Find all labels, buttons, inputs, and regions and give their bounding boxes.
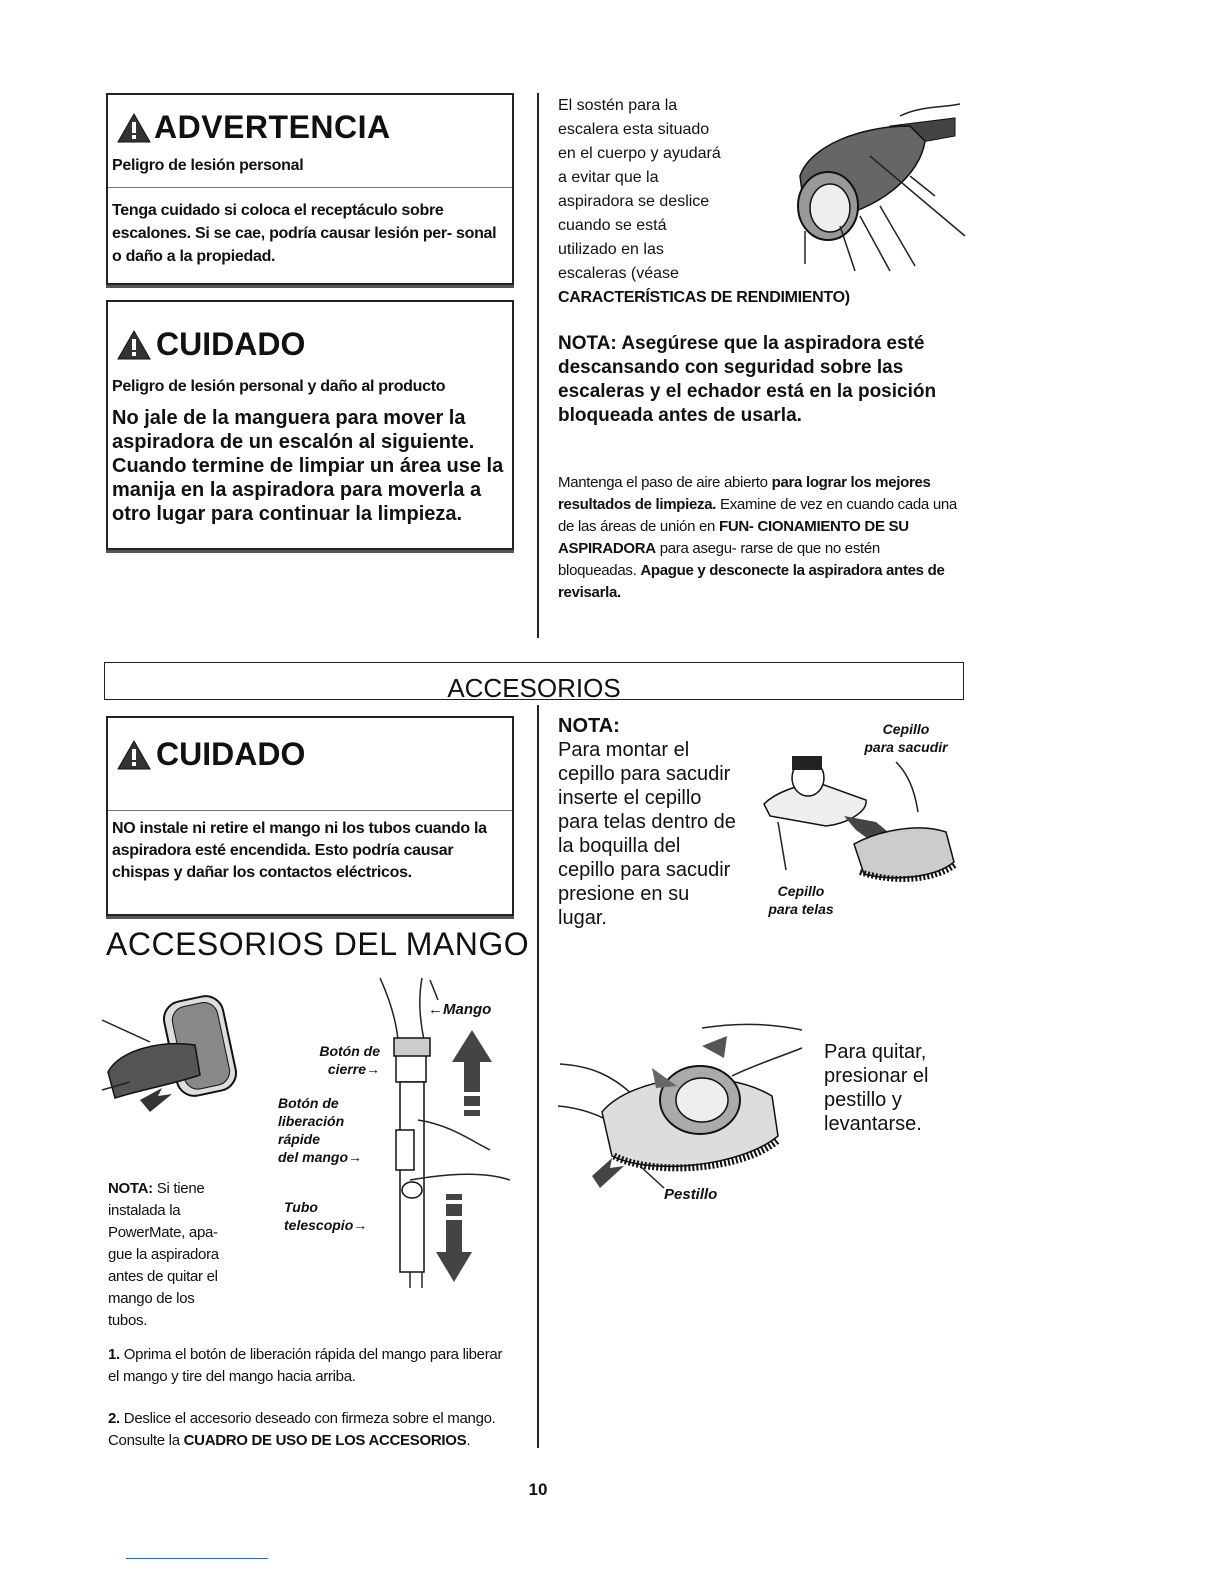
airflow-bold: FUN- CIONAMIENTO DE SU ASPIRADORA	[558, 518, 909, 557]
powermate-line: gue la aspiradora	[108, 1246, 219, 1263]
brush-note	[558, 714, 736, 930]
label-line: rápide	[278, 1131, 321, 1147]
cuidado-box-2	[106, 716, 514, 916]
brush-line: cepillo para sacudir	[558, 763, 731, 785]
stairs-line: en el cuerpo y ayudará	[558, 145, 721, 162]
airflow-text: para asegu- rarse de que no estén bloqueadas.	[558, 540, 880, 579]
powermate-line: Si tiene	[156, 1180, 205, 1197]
powermate-line: PowerMate, apa-	[108, 1224, 218, 1241]
cuidado-box-1	[106, 300, 514, 550]
step-number: 1.	[108, 1346, 120, 1363]
label-line: telescopio	[284, 1217, 354, 1233]
stairs-line: a evitar que la	[558, 169, 659, 186]
label-line: para telas	[768, 901, 834, 917]
arrow-right-icon: →	[353, 1217, 368, 1233]
stairs-line: utilizado en las	[558, 241, 664, 258]
label-line-with-arrow	[278, 1148, 362, 1166]
step-number: 2.	[108, 1410, 120, 1427]
arrow-right-icon: →	[366, 1061, 380, 1077]
stairs-line: El sostén para la	[558, 97, 678, 114]
label-line: Cepillo	[777, 883, 825, 899]
powermate-line: antes de quitar el	[108, 1268, 218, 1285]
label-line-with-arrow	[284, 1216, 367, 1234]
label-mango-text: Mango	[443, 1001, 492, 1018]
label-line-with-arrow	[306, 1060, 380, 1078]
label-boton-cierre	[306, 1042, 380, 1078]
removal-text	[824, 1040, 929, 1136]
step-2	[108, 1408, 510, 1452]
cuidado-divider-2	[108, 810, 512, 811]
advertencia-body: Tenga cuidado si coloca el receptáculo sobre escalones. Si se cae, podría causar lesión per- sonal o daño a la propiedad.	[112, 202, 497, 265]
cuidado-heading-2	[116, 736, 305, 773]
arrow-right-icon: →	[348, 1149, 363, 1165]
removal-line: levantarse.	[824, 1113, 922, 1135]
step-bold: CUADRO DE USO DE LOS ACCESORIOS	[183, 1432, 467, 1449]
advertencia-subtitle: Peligro de lesión personal	[112, 157, 304, 174]
step-end: .	[466, 1432, 471, 1449]
label-cepillo-sacudir	[850, 720, 962, 756]
powermate-line: mango de los	[108, 1290, 195, 1307]
page-number: 10	[528, 1480, 548, 1499]
cuidado-title-2: CUIDADO	[156, 736, 306, 772]
warning-icon	[116, 112, 152, 144]
removal-line: pestillo y	[824, 1089, 902, 1111]
label-line: Botón de	[319, 1043, 380, 1059]
brush-note-label: NOTA:	[558, 715, 620, 737]
cuidado-title-1: CUIDADO	[156, 326, 306, 362]
brush-line: cepillo para sacudir	[558, 859, 731, 881]
brush-line: para telas dentro de	[558, 811, 736, 833]
cuidado-subtitle-1: Peligro de lesión personal y daño al producto	[112, 378, 446, 395]
label-pestillo: Pestillo	[664, 1186, 718, 1203]
advertencia-divider	[108, 187, 512, 188]
warning-icon	[116, 329, 152, 361]
brush-line: inserte el cepillo	[558, 787, 702, 809]
accesorios-header-box	[104, 662, 964, 703]
label-cepillo-telas	[760, 882, 842, 918]
step-text: Oprima el botón de liberación rápida del mango para liberar el mango y tire del mango hacia arriba.	[108, 1346, 503, 1385]
powermate-note-first	[108, 1178, 219, 1200]
airflow-text: Mantenga el paso de aire abierto	[558, 474, 772, 491]
cuidado-body-1: No jale de la manguera para mover la aspiradora de un escalón al siguiente. Cuando termine de limpiar un área use la manija en la aspiradora para moverla a otro lugar para continuar la limpieza.	[112, 407, 504, 525]
label-line: Cepillo	[882, 721, 930, 737]
advertencia-heading	[116, 109, 391, 146]
powermate-note	[108, 1178, 219, 1332]
stairs-line: aspiradora se deslice	[558, 193, 710, 210]
stairs-note: NOTA: Asegúrese que la aspiradora esté descansando con seguridad sobre las escaleras y el echador está en la posición bloqueada antes de usarla.	[558, 333, 937, 426]
airflow-bold: Apague y desconecte la aspiradora antes de revisarla.	[558, 562, 945, 601]
powermate-line: instalada la	[108, 1202, 181, 1219]
brush-line: Para montar el	[558, 739, 690, 761]
vacuum-on-stairs-illustration	[750, 96, 970, 276]
removal-line: Para quitar,	[824, 1041, 927, 1063]
cuidado-heading-1	[116, 326, 305, 363]
brush-line: lugar.	[558, 907, 607, 929]
label-line: Tubo	[284, 1199, 318, 1215]
removal-line: presionar el	[824, 1065, 929, 1087]
cuidado-body-2: NO instale ni retire el mango ni los tubos cuando la aspiradora esté encendida. Esto podría causar chispas y dañar los contactos eléctricos.	[112, 820, 487, 881]
brush-assembly-illustration	[756, 752, 961, 892]
stairs-line: cuando se está	[558, 217, 667, 234]
label-line: Botón de	[278, 1095, 339, 1111]
arrow-left-icon: ←	[428, 1001, 443, 1018]
label-tubo	[284, 1198, 367, 1234]
label-mango	[428, 1001, 491, 1019]
label-boton-liberacion	[278, 1094, 362, 1166]
label-line: del mango	[278, 1149, 349, 1165]
stairs-line: escalera esta situado	[558, 121, 710, 138]
stairs-reference: CARACTERÍSTICAS DE RENDIMIENTO)	[558, 289, 850, 306]
accesorios-header-title: ACCESORIOS	[447, 673, 621, 703]
brush-removal-illustration	[552, 1016, 812, 1196]
brush-line: presione en su	[558, 883, 690, 905]
airflow-text: Examine de vez en cuando cada una de las áreas de unión en	[558, 496, 957, 535]
stairs-line: escaleras (véase	[558, 265, 679, 282]
label-line: liberación	[278, 1113, 345, 1129]
label-line: para sacudir	[864, 739, 948, 755]
handle-brush-illustration	[100, 990, 245, 1120]
powermate-note-label: NOTA:	[108, 1180, 153, 1197]
step-text: Deslice el accesorio deseado con firmeza sobre el mango. Consulte la	[108, 1410, 496, 1449]
column-divider-bottom	[537, 705, 539, 1448]
footer-rule	[126, 1558, 268, 1559]
label-line: cierre	[327, 1061, 366, 1077]
powermate-line: tubos.	[108, 1312, 148, 1329]
brush-line: la boquilla del	[558, 835, 681, 857]
airflow-paragraph	[558, 472, 962, 604]
advertencia-box	[106, 93, 514, 285]
warning-icon	[116, 739, 152, 771]
step-1	[108, 1344, 510, 1388]
airflow-bold: para lograr los mejores resultados de limpieza.	[558, 474, 931, 513]
column-divider-top	[537, 93, 539, 638]
mango-heading: ACCESORIOS DEL MANGO	[106, 926, 530, 962]
advertencia-title: ADVERTENCIA	[154, 109, 391, 145]
